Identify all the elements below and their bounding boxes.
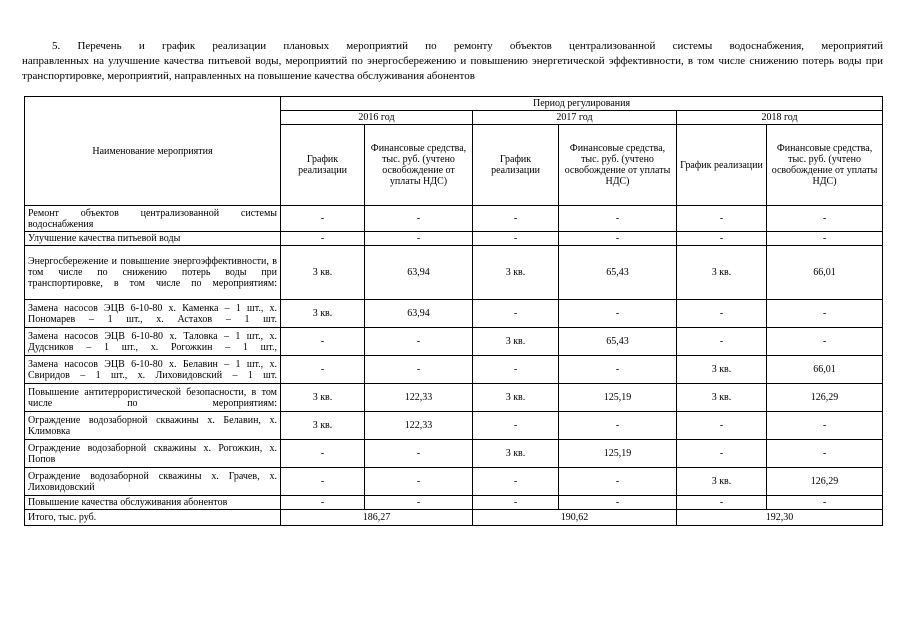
heading-line-rest: направленных на улучшение качества питьевой воды, мероприятий по энергосбережению и повышению энергетической эффективности, в том числе снижению потерь воды при транспортировке, мероприятий, направленных на повышение качества обслуживания абонентов <box>22 55 883 82</box>
table-row <box>25 384 883 412</box>
section-heading <box>22 39 883 84</box>
finance-cell: - <box>559 496 677 510</box>
finance-cell: - <box>365 440 473 468</box>
finance-cell: - <box>365 496 473 510</box>
total-row <box>25 510 883 526</box>
schedule-cell: - <box>281 440 365 468</box>
finance-cell: 122,33 <box>365 384 473 412</box>
name-column-header: Наименование мероприятия <box>25 97 281 206</box>
year-header-2016: 2016 год <box>281 111 473 125</box>
finance-cell: - <box>559 232 677 246</box>
table-row <box>25 468 883 496</box>
schedule-cell: - <box>281 328 365 356</box>
activity-name: Повышение качества обслуживания абонентов <box>25 496 281 510</box>
finance-cell: - <box>767 206 883 232</box>
finance-cell: 65,43 <box>559 246 677 300</box>
activity-name: Ограждение водозаборной скважины х. Белавин, х. Климовка <box>25 412 281 440</box>
schedule-cell: - <box>473 496 559 510</box>
table-row <box>25 328 883 356</box>
schedule-cell: - <box>677 496 767 510</box>
finance-cell: - <box>767 232 883 246</box>
table-row <box>25 356 883 384</box>
finance-cell: - <box>365 328 473 356</box>
finance-cell: - <box>559 356 677 384</box>
finance-cell: 66,01 <box>767 356 883 384</box>
activity-name: Ограждение водозаборной скважины х. Грачев, х. Лиховидовский <box>25 468 281 496</box>
schedule-cell: - <box>281 206 365 232</box>
activity-name: Ограждение водозаборной скважины х. Рогожкин, х. Попов <box>25 440 281 468</box>
finance-cell: - <box>767 412 883 440</box>
schedule-cell: - <box>281 496 365 510</box>
finance-cell: - <box>365 232 473 246</box>
period-header: Период регулирования <box>281 97 883 111</box>
finance-cell: 65,43 <box>559 328 677 356</box>
finance-cell: - <box>559 300 677 328</box>
schedule-cell: - <box>473 356 559 384</box>
finance-header: Финансовые средства, тыс. руб. (учтено освобождение от уплаты НДС) <box>559 125 677 206</box>
schedule-cell: 3 кв. <box>281 384 365 412</box>
activity-name: Улучшение качества питьевой воды <box>25 232 281 246</box>
schedule-cell: 3 кв. <box>281 412 365 440</box>
table-row <box>25 206 883 232</box>
activity-name: Замена насосов ЭЦВ 6-10-80 х. Таловка – 1 шт., х. Дудсников – 1 шт., х. Рогожкин – 1 шт., <box>25 328 281 356</box>
schedule-cell: - <box>677 232 767 246</box>
schedule-cell: 3 кв. <box>281 300 365 328</box>
finance-header: Финансовые средства, тыс. руб. (учтено освобождение от уплаты НДС) <box>767 125 883 206</box>
activity-name: Повышение антитеррористической безопасности, в том числе по мероприятиям: <box>25 384 281 412</box>
table-row <box>25 246 883 300</box>
schedule-cell: - <box>677 412 767 440</box>
schedule-cell: - <box>473 468 559 496</box>
activity-name: Замена насосов ЭЦВ 6-10-80 х. Каменка – 1 шт., х. Пономарев – 1 шт., х. Астахов – 1 шт. <box>25 300 281 328</box>
schedule-cell: - <box>473 300 559 328</box>
schedule-cell: 3 кв. <box>677 468 767 496</box>
schedule-cell: 3 кв. <box>473 440 559 468</box>
table-row <box>25 300 883 328</box>
finance-cell: - <box>767 300 883 328</box>
finance-cell: 125,19 <box>559 440 677 468</box>
year-header-2018: 2018 год <box>677 111 883 125</box>
finance-cell: - <box>365 356 473 384</box>
year-header-2017: 2017 год <box>473 111 677 125</box>
heading-line-1: 5. Перечень и график реализации плановых мероприятий по ремонту объектов централизованной системы водоснабжения, мероприятий <box>52 40 883 52</box>
finance-cell: 126,29 <box>767 384 883 412</box>
finance-cell: - <box>365 468 473 496</box>
finance-cell: - <box>767 328 883 356</box>
plan-table <box>24 96 883 526</box>
finance-cell: - <box>559 468 677 496</box>
finance-cell: 63,94 <box>365 300 473 328</box>
schedule-cell: - <box>677 328 767 356</box>
finance-cell: - <box>767 496 883 510</box>
schedule-header: График реализации <box>473 125 559 206</box>
finance-cell: - <box>559 412 677 440</box>
finance-cell: - <box>559 206 677 232</box>
schedule-cell: 3 кв. <box>677 246 767 300</box>
schedule-cell: - <box>473 412 559 440</box>
schedule-cell: 3 кв. <box>473 246 559 300</box>
total-label: Итого, тыс. руб. <box>25 510 281 526</box>
activity-name: Ремонт объектов централизованной системы водоснабжения <box>25 206 281 232</box>
table-row <box>25 412 883 440</box>
total-2017: 190,62 <box>473 510 677 526</box>
activity-name: Замена насосов ЭЦВ 6-10-80 х. Белавин – 1 шт., х. Свиридов – 1 шт., х. Лиховидовский – 1 шт. <box>25 356 281 384</box>
total-2018: 192,30 <box>677 510 883 526</box>
finance-cell: 125,19 <box>559 384 677 412</box>
finance-header: Финансовые средства, тыс. руб. (учтено освобождение от уплаты НДС) <box>365 125 473 206</box>
finance-cell: 126,29 <box>767 468 883 496</box>
schedule-cell: 3 кв. <box>281 246 365 300</box>
schedule-cell: - <box>677 206 767 232</box>
table-row <box>25 440 883 468</box>
finance-cell: 66,01 <box>767 246 883 300</box>
table-row <box>25 232 883 246</box>
schedule-cell: - <box>281 232 365 246</box>
schedule-cell: 3 кв. <box>473 384 559 412</box>
finance-cell: 63,94 <box>365 246 473 300</box>
table-row <box>25 496 883 510</box>
schedule-header: График реализации <box>677 125 767 206</box>
activity-name: Энергосбережение и повышение энергоэффективности, в том числе по снижению потерь воды при транспортировке, в том числе по мероприятиям: <box>25 246 281 300</box>
finance-cell: - <box>365 206 473 232</box>
schedule-cell: 3 кв. <box>677 356 767 384</box>
schedule-cell: - <box>677 440 767 468</box>
schedule-cell: 3 кв. <box>677 384 767 412</box>
schedule-cell: 3 кв. <box>473 328 559 356</box>
finance-cell: 122,33 <box>365 412 473 440</box>
schedule-cell: - <box>281 356 365 384</box>
total-2016: 186,27 <box>281 510 473 526</box>
schedule-cell: - <box>281 468 365 496</box>
finance-cell: - <box>767 440 883 468</box>
schedule-cell: - <box>473 232 559 246</box>
schedule-header: График реализации <box>281 125 365 206</box>
schedule-cell: - <box>473 206 559 232</box>
schedule-cell: - <box>677 300 767 328</box>
